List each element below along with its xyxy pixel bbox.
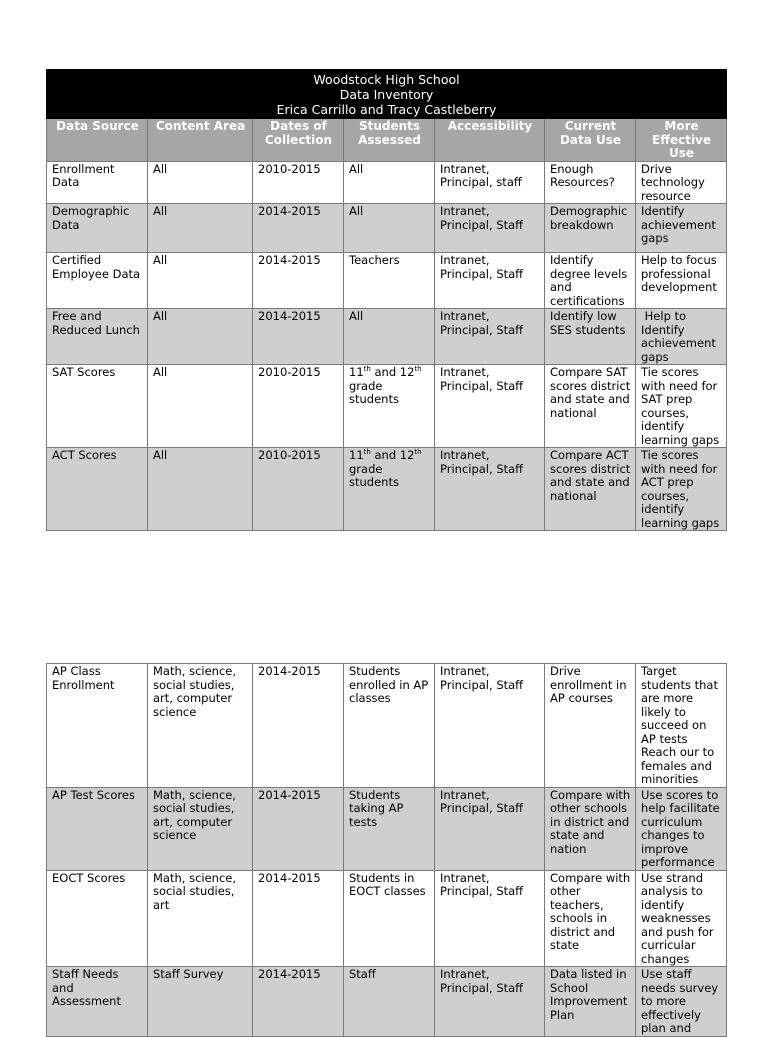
cell: 2014-2015 (253, 309, 344, 365)
cell: Use staff needs survey to more effectively plan and (636, 967, 727, 1037)
cell: Use strand analysis to identify weaknesses and push for curricular changes (636, 870, 727, 967)
cell: Tie scores with need for SAT prep courses, identify learning gaps (636, 365, 727, 448)
table-row (47, 967, 727, 1037)
cell: Students taking AP tests (344, 787, 435, 870)
cell: Enough Resources? (545, 161, 636, 204)
cell: Staff (344, 967, 435, 1037)
cell: Math, science, social studies, art (148, 870, 253, 967)
table-row (47, 204, 727, 253)
cell: Drive technology resource (636, 161, 727, 204)
cell: Free and Reduced Lunch (47, 309, 148, 365)
cell: 2010-2015 (253, 448, 344, 531)
cell-superscript: 11th and 12th grade students (344, 365, 435, 448)
col-header-effective-use: More Effective Use (636, 119, 727, 162)
cell: 2014-2015 (253, 967, 344, 1037)
cell: Teachers (344, 253, 435, 309)
header-row (47, 119, 727, 162)
cell: Intranet, Principal, Staff (435, 365, 545, 448)
cell: Tie scores with need for ACT prep courses, identify learning gaps (636, 448, 727, 531)
cell: 2014-2015 (253, 204, 344, 253)
cell: Intranet, Principal, Staff (435, 870, 545, 967)
cell: All (344, 309, 435, 365)
cell: Students enrolled in AP classes (344, 664, 435, 788)
cell: 2014-2015 (253, 870, 344, 967)
cell: All (148, 365, 253, 448)
cell: Data listed in School Improvement Plan (545, 967, 636, 1037)
col-header-current-use: Current Data Use (545, 119, 636, 162)
data-inventory-table (46, 69, 727, 531)
cell: 2014-2015 (253, 253, 344, 309)
cell: All (148, 161, 253, 204)
table-row (47, 253, 727, 309)
cell: AP Test Scores (47, 787, 148, 870)
table-row (47, 787, 727, 870)
table-row (47, 161, 727, 204)
cell: Students in EOCT classes (344, 870, 435, 967)
cell: All (148, 309, 253, 365)
cell: Demographic Data (47, 204, 148, 253)
cell: 2014-2015 (253, 664, 344, 788)
col-header-data-source: Data Source (47, 119, 148, 162)
cell: Staff Survey (148, 967, 253, 1037)
cell: Compare with other schools in district and state and nation (545, 787, 636, 870)
cell: 2014-2015 (253, 787, 344, 870)
cell: Intranet, Principal, Staff (435, 309, 545, 365)
cell: Compare SAT scores district and state and national (545, 365, 636, 448)
cell: Certified Employee Data (47, 253, 148, 309)
cell: 2010-2015 (253, 161, 344, 204)
document-name: Data Inventory (339, 87, 434, 102)
cell: Math, science, social studies, art, computer science (148, 787, 253, 870)
cell: Identify low SES students (545, 309, 636, 365)
cell: EOCT Scores (47, 870, 148, 967)
cell: Identify degree levels and certifications (545, 253, 636, 309)
col-header-content-area: Content Area (148, 119, 253, 162)
cell: Intranet, Principal, Staff (435, 253, 545, 309)
cell: Help to Identify achievement gaps (636, 309, 727, 365)
cell: Intranet, Principal, Staff (435, 967, 545, 1037)
cell-superscript: 11th and 12th grade students (344, 448, 435, 531)
cell: Intranet, Principal, Staff (435, 448, 545, 531)
data-inventory-table-continued (46, 663, 727, 1037)
cell: Staff Needs and Assessment (47, 967, 148, 1037)
cell: All (148, 253, 253, 309)
cell: Demographic breakdown (545, 204, 636, 253)
cell: All (344, 204, 435, 253)
cell: AP Class Enrollment (47, 664, 148, 788)
cell: Compare ACT scores district and state and national (545, 448, 636, 531)
table-row (47, 309, 727, 365)
cell: SAT Scores (47, 365, 148, 448)
col-header-accessibility: Accessibility (435, 119, 545, 162)
cell: Identify achievement gaps (636, 204, 727, 253)
col-header-dates: Dates of Collection (253, 119, 344, 162)
cell: Compare with other teachers, schools in district and state (545, 870, 636, 967)
cell: Intranet, Principal, Staff (435, 664, 545, 788)
cell: All (148, 204, 253, 253)
cell: All (148, 448, 253, 531)
authors: Erica Carrillo and Tracy Castleberry (276, 102, 497, 117)
cell: Intranet, Principal, Staff (435, 787, 545, 870)
cell: Use scores to help facilitate curriculum changes to improve performance (636, 787, 727, 870)
cell: 2010-2015 (253, 365, 344, 448)
cell: ACT Scores (47, 448, 148, 531)
table-row (47, 448, 727, 531)
cell: Intranet, Principal, Staff (435, 204, 545, 253)
table-title (47, 70, 727, 119)
cell: Target students that are more likely to succeed on AP tests Reach our to females and minorities (636, 664, 727, 788)
table-row (47, 870, 727, 967)
cell: Intranet, Principal, staff (435, 161, 545, 204)
cell: Math, science, social studies, art, computer science (148, 664, 253, 788)
table-row (47, 664, 727, 788)
cell: All (344, 161, 435, 204)
cell: Drive enrollment in AP courses (545, 664, 636, 788)
cell: Enrollment Data (47, 161, 148, 204)
cell: Help to focus professional development (636, 253, 727, 309)
col-header-students: Students Assessed (344, 119, 435, 162)
table-row (47, 365, 727, 448)
school-name: Woodstock High School (313, 72, 460, 87)
